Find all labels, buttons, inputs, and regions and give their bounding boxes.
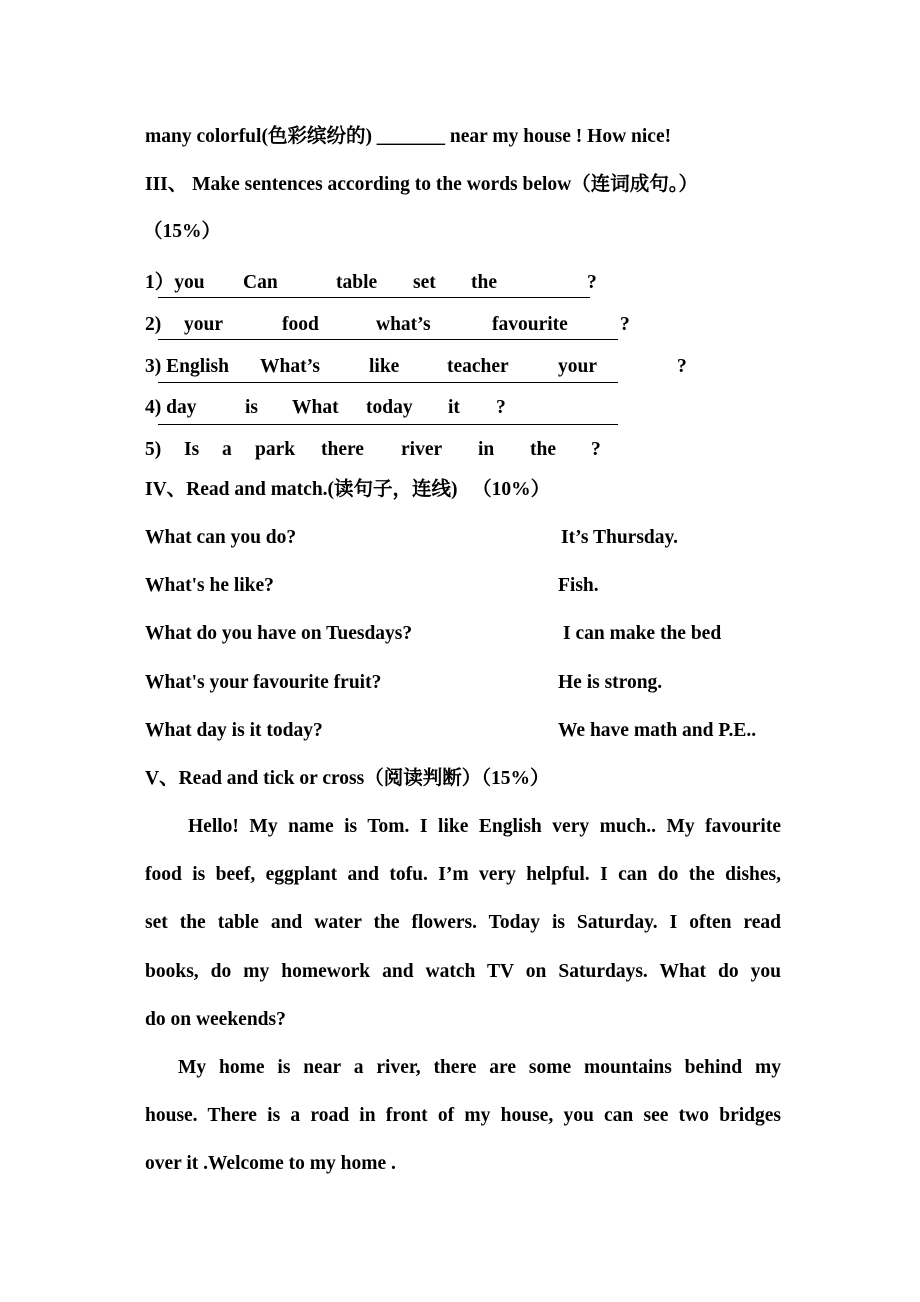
word: favourite xyxy=(492,314,568,335)
word: 4) day xyxy=(145,397,197,418)
word: there xyxy=(321,439,364,460)
answer-line[interactable] xyxy=(158,382,618,383)
word: the xyxy=(530,439,556,460)
match-answer[interactable]: I can make the bed xyxy=(563,623,722,644)
word: the xyxy=(471,272,497,293)
section3-title: III、 Make sentences according to the words below（连词成句。） xyxy=(145,174,699,195)
word: is xyxy=(245,397,259,418)
section4-title: IV、Read and match.(读句子，连线) （10%） xyxy=(145,479,551,500)
section5-title: V、Read and tick or cross（阅读判断）（15%） xyxy=(145,768,550,789)
match-question[interactable]: What day is it today? xyxy=(145,720,323,741)
match-answer[interactable]: Fish. xyxy=(558,575,599,596)
paragraph-line: My home is near a river, there are some mountains behind my xyxy=(178,1057,781,1078)
paragraph-line: over it .Welcome to my home . xyxy=(145,1153,396,1175)
word: park xyxy=(255,439,296,460)
word: set xyxy=(413,272,436,293)
word: ? xyxy=(587,272,597,293)
match-answer[interactable]: It’s Thursday. xyxy=(561,527,679,548)
paragraph-line: food is beef, eggplant and tofu. I’m very helpful. I can do the dishes, xyxy=(145,864,781,886)
paragraph-line: house. There is a road in front of my house, you can see two bridges xyxy=(145,1105,781,1127)
word: teacher xyxy=(447,356,509,377)
reading-paragraph-2 xyxy=(145,1044,781,1189)
word: Can xyxy=(243,272,278,293)
answer-line[interactable] xyxy=(158,424,618,425)
word: what’s xyxy=(376,314,431,335)
answer-line[interactable] xyxy=(158,339,618,340)
word: 3) English xyxy=(145,356,229,377)
paragraph-line: set the table and water the flowers. Today is Saturday. I often read xyxy=(145,912,781,934)
reading-paragraph-1 xyxy=(145,803,781,1044)
word: your xyxy=(184,314,223,335)
word: 1）you xyxy=(145,272,205,293)
word: ? xyxy=(677,356,687,377)
word: today xyxy=(366,397,413,418)
answer-line[interactable] xyxy=(158,297,590,298)
match-question[interactable]: What can you do? xyxy=(145,527,297,548)
word: your xyxy=(558,356,597,377)
match-question[interactable]: What do you have on Tuesdays? xyxy=(145,623,413,644)
word: What xyxy=(292,397,339,418)
word: a xyxy=(222,439,232,460)
word: like xyxy=(369,356,400,377)
word: food xyxy=(282,314,319,335)
word: river xyxy=(401,439,443,460)
word: table xyxy=(336,272,378,293)
word: ? xyxy=(620,314,630,335)
top-line: many colorful(色彩缤纷的) _______ near my house ! How nice! xyxy=(145,126,672,147)
word: ? xyxy=(591,439,601,460)
word: What’s xyxy=(260,356,320,377)
word: it xyxy=(448,397,460,418)
word: Is xyxy=(184,439,200,460)
paragraph-line: do on weekends? xyxy=(145,1008,286,1030)
match-answer[interactable]: We have math and P.E.. xyxy=(558,720,757,741)
paragraph-line: Hello! My name is Tom. I like English very much.. My favourite xyxy=(188,816,781,837)
section3-score: （15%） xyxy=(143,221,222,242)
match-answer[interactable]: He is strong. xyxy=(558,672,663,693)
paragraph-line: books, do my homework and watch TV on Saturdays. What do you xyxy=(145,960,781,982)
match-question[interactable]: What's your favourite fruit? xyxy=(145,672,382,693)
match-question[interactable]: What's he like? xyxy=(145,575,274,596)
word: 2) xyxy=(145,314,162,335)
word: ? xyxy=(496,397,506,418)
word: 5) xyxy=(145,439,162,460)
word: in xyxy=(478,439,495,460)
